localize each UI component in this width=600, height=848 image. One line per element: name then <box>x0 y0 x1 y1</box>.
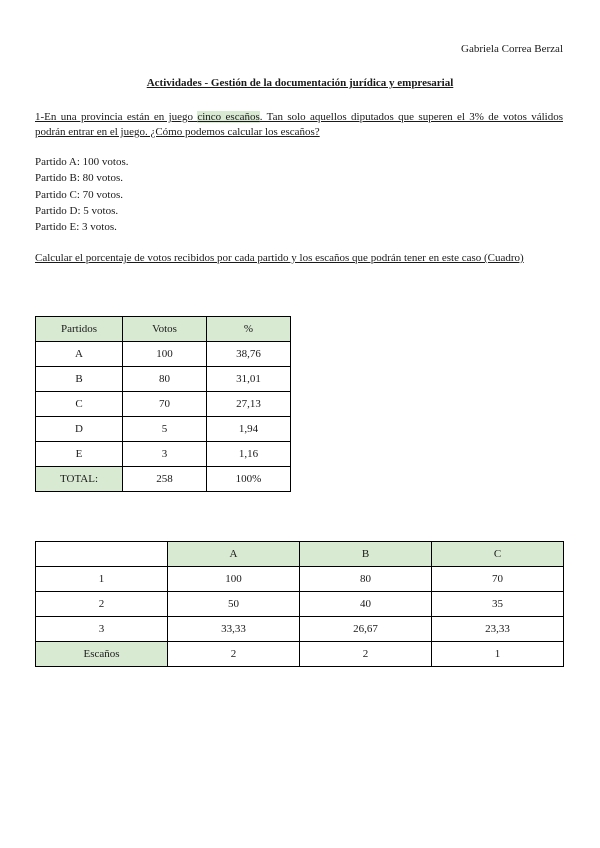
question-text <box>35 110 563 140</box>
table-row <box>36 442 291 467</box>
table-cell: D <box>36 417 123 442</box>
table-cell: 31,01 <box>207 367 291 392</box>
party-vote-item: Partido C: 70 votos. <box>35 188 124 201</box>
party-vote-item: Partido E: 3 votos. <box>35 221 117 234</box>
table-cell: 100 <box>123 342 207 367</box>
table-header-cell: A <box>168 542 300 567</box>
table-header-row <box>36 317 291 342</box>
table-cell: 50 <box>168 592 300 617</box>
table-row <box>36 617 564 642</box>
table-cell: 1 <box>36 567 168 592</box>
table-header-cell: C <box>432 542 564 567</box>
table-cell: E <box>36 442 123 467</box>
table-cell: 1,16 <box>207 442 291 467</box>
table-row <box>36 567 564 592</box>
table-row <box>36 592 564 617</box>
table-header-cell: % <box>207 317 291 342</box>
table-cell: A <box>36 342 123 367</box>
question-highlight: cinco escaños <box>197 111 260 123</box>
table-cell: 5 <box>123 417 207 442</box>
table-cell: 100 <box>168 567 300 592</box>
party-vote-list <box>35 154 129 235</box>
table-cell: 23,33 <box>432 617 564 642</box>
table-seats-row <box>36 642 564 667</box>
vote-percentage-table <box>35 316 291 492</box>
table-cell: B <box>36 367 123 392</box>
total-percentage: 100% <box>207 467 291 492</box>
seat-allocation-table <box>35 541 564 667</box>
table-header-cell: B <box>300 542 432 567</box>
party-vote-item: Partido B: 80 votos. <box>35 172 124 185</box>
table-row <box>36 417 291 442</box>
party-vote-item: Partido D: 5 votos. <box>35 204 119 217</box>
total-label: TOTAL: <box>36 467 123 492</box>
question-text-end: . Tan solo aquellos diputados que superen el 3% de votos válidos podrán entrar en el juego. ¿Cómo podemos calcular los escaños? <box>35 111 563 138</box>
table-row <box>36 342 291 367</box>
table-row <box>36 367 291 392</box>
table-cell: 33,33 <box>168 617 300 642</box>
table-cell: 80 <box>123 367 207 392</box>
table-cell: 80 <box>300 567 432 592</box>
table-cell: 3 <box>36 617 168 642</box>
party-vote-item: Partido A: 100 votos. <box>35 156 129 168</box>
table-header-cell: Votos <box>123 317 207 342</box>
instruction-text: Calcular el porcentaje de votos recibidos por cada partido y los escaños que podrán tener en este caso (Cuadro) <box>35 252 524 264</box>
author-name: Gabriela Correa Berzal <box>461 43 563 55</box>
table-cell: 38,76 <box>207 342 291 367</box>
table-cell: 26,67 <box>300 617 432 642</box>
table-header-cell <box>36 542 168 567</box>
table-cell: 3 <box>123 442 207 467</box>
table-cell: 1,94 <box>207 417 291 442</box>
table-header-row <box>36 542 564 567</box>
table-cell: 2 <box>36 592 168 617</box>
table-row <box>36 392 291 417</box>
table-cell: 70 <box>123 392 207 417</box>
document-title: Actividades - Gestión de la documentación jurídica y empresarial <box>146 77 454 89</box>
table-cell: 2 <box>300 642 432 667</box>
table-cell: 2 <box>168 642 300 667</box>
table-cell: 40 <box>300 592 432 617</box>
total-votes: 258 <box>123 467 207 492</box>
table-cell: 35 <box>432 592 564 617</box>
table-cell: 1 <box>432 642 564 667</box>
table-header-cell: Partidos <box>36 317 123 342</box>
table-cell: 27,13 <box>207 392 291 417</box>
seats-label: Escaños <box>36 642 168 667</box>
table-total-row <box>36 467 291 492</box>
question-text-start: 1-En una provincia están en juego <box>35 111 198 123</box>
table-cell: 70 <box>432 567 564 592</box>
table-cell: C <box>36 392 123 417</box>
